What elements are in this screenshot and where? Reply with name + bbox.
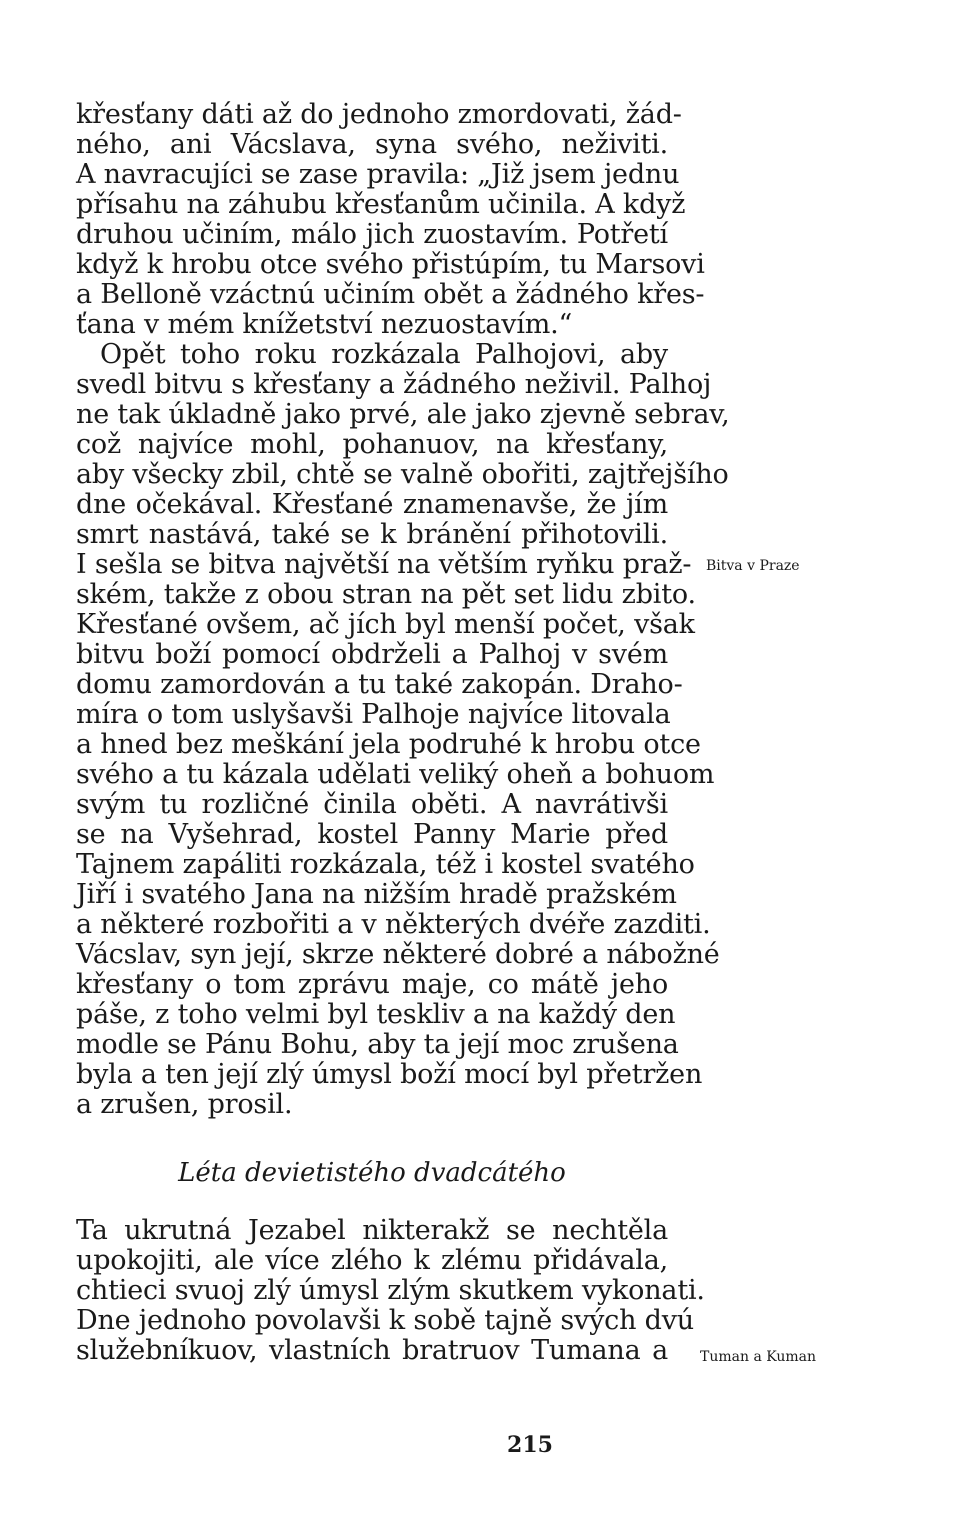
text-line: druhou učiním, málo jich zuostavím. Potřetí [76, 219, 668, 250]
text-line: Vácslav, syn její, skrze některé dobré a nábožné [76, 939, 720, 970]
margin-note: Bitva v Praze [706, 558, 800, 574]
text-line: služebníkuov, vlastních bratruov Tumana a [76, 1335, 668, 1366]
text-line: ském, takže z obou stran na pět set lidu zbito. [76, 579, 696, 610]
text-line: domu zamordován a tu také zakopán. Draho- [76, 669, 683, 700]
text-line: Dne jednoho povolavši k sobě tajně svých dvú [76, 1305, 694, 1336]
text-line: Opět toho roku rozkázala Palhojovi, aby [100, 339, 668, 370]
text-line: Tajnem zapáliti rozkázala, též i kostel svatého [76, 849, 695, 880]
text-line: když k hrobu otce svého přistúpím, tu Marsovi [76, 249, 705, 280]
text-line: svého a tu kázala udělati veliký oheň a bohuom [76, 759, 715, 790]
text-line: ne tak úkladně jako prvé, ale jako zjevně sebrav, [76, 399, 730, 430]
text-line: Křesťané ovšem, ač jích byl menší počet, však [76, 609, 695, 640]
text-line: Ta ukrutná Jezabel nikterakž se nechtěla [76, 1215, 668, 1246]
text-line: křesťany o tom zprávu maje, co mátě jeho [76, 969, 668, 1000]
text-line: páše, z toho velmi byl teskliv a na každý den [76, 999, 676, 1030]
text-line: ného, ani Vácslava, syna svého, neživiti. [76, 129, 668, 160]
text-line: ťana v mém knížetství nezuostavím.“ [76, 309, 573, 340]
text-line: Jiří i svatého Jana na nižším hradě pražském [76, 879, 677, 910]
text-line: se na Vyšehrad, kostel Panny Marie před [76, 819, 668, 850]
text-line: křesťany dáti až do jednoho zmordovati, žád- [76, 99, 682, 130]
text-line: a zrušen, prosil. [76, 1089, 293, 1120]
page-number: 215 [507, 1432, 553, 1458]
margin-note: Tuman a Kuman [700, 1349, 817, 1365]
text-line: bitvu boží pomocí obdrželi a Palhoj v svém [76, 639, 668, 670]
text-line: byla a ten její zlý úmysl boží mocí byl přetržen [76, 1059, 703, 1090]
text-line: chtieci svuoj zlý úmysl zlým skutkem vykonati. [76, 1275, 705, 1306]
text-line: smrt nastává, také se k bránění přihotovili. [76, 519, 668, 550]
text-line: upokojiti, ale více zlého k zlému přidávala, [76, 1245, 668, 1276]
text-line: A navracujíci se zase pravila: „Již jsem jednu [76, 159, 680, 190]
text-line: aby všecky zbil, chtě se valně obořiti, zajtřejšího [76, 459, 729, 490]
text-line: modle se Pánu Bohu, aby ta její moc zrušena [76, 1029, 679, 1060]
text-line: I sešla se bitva najvětší na větším ryňku praž- [76, 549, 692, 580]
text-line: míra o tom uslyšavši Palhoje najvíce litovala [76, 699, 671, 730]
text-line: svedl bitvu s křesťany a žádného neživil. Palhoj [76, 369, 712, 400]
text-line: svým tu rozličné činila oběti. A navrátivši [76, 789, 668, 820]
text-line: a některé rozbořiti a v některých dvéře zazditi. [76, 909, 711, 940]
text-line: a Belloně vzáctnú učiním obět a žádného křes- [76, 279, 705, 310]
section-heading: Léta devietistého dvadcátého [178, 1158, 566, 1188]
text-line: dne očekával. Křesťané znamenavše, že jím [76, 489, 668, 520]
text-line: což najvíce mohl, pohanuov, na křesťany, [76, 429, 668, 460]
text-line: a hned bez meškání jela podruhé k hrobu otce [76, 729, 701, 760]
text-line: přísahu na záhubu křesťanům učinila. A když [76, 189, 686, 220]
